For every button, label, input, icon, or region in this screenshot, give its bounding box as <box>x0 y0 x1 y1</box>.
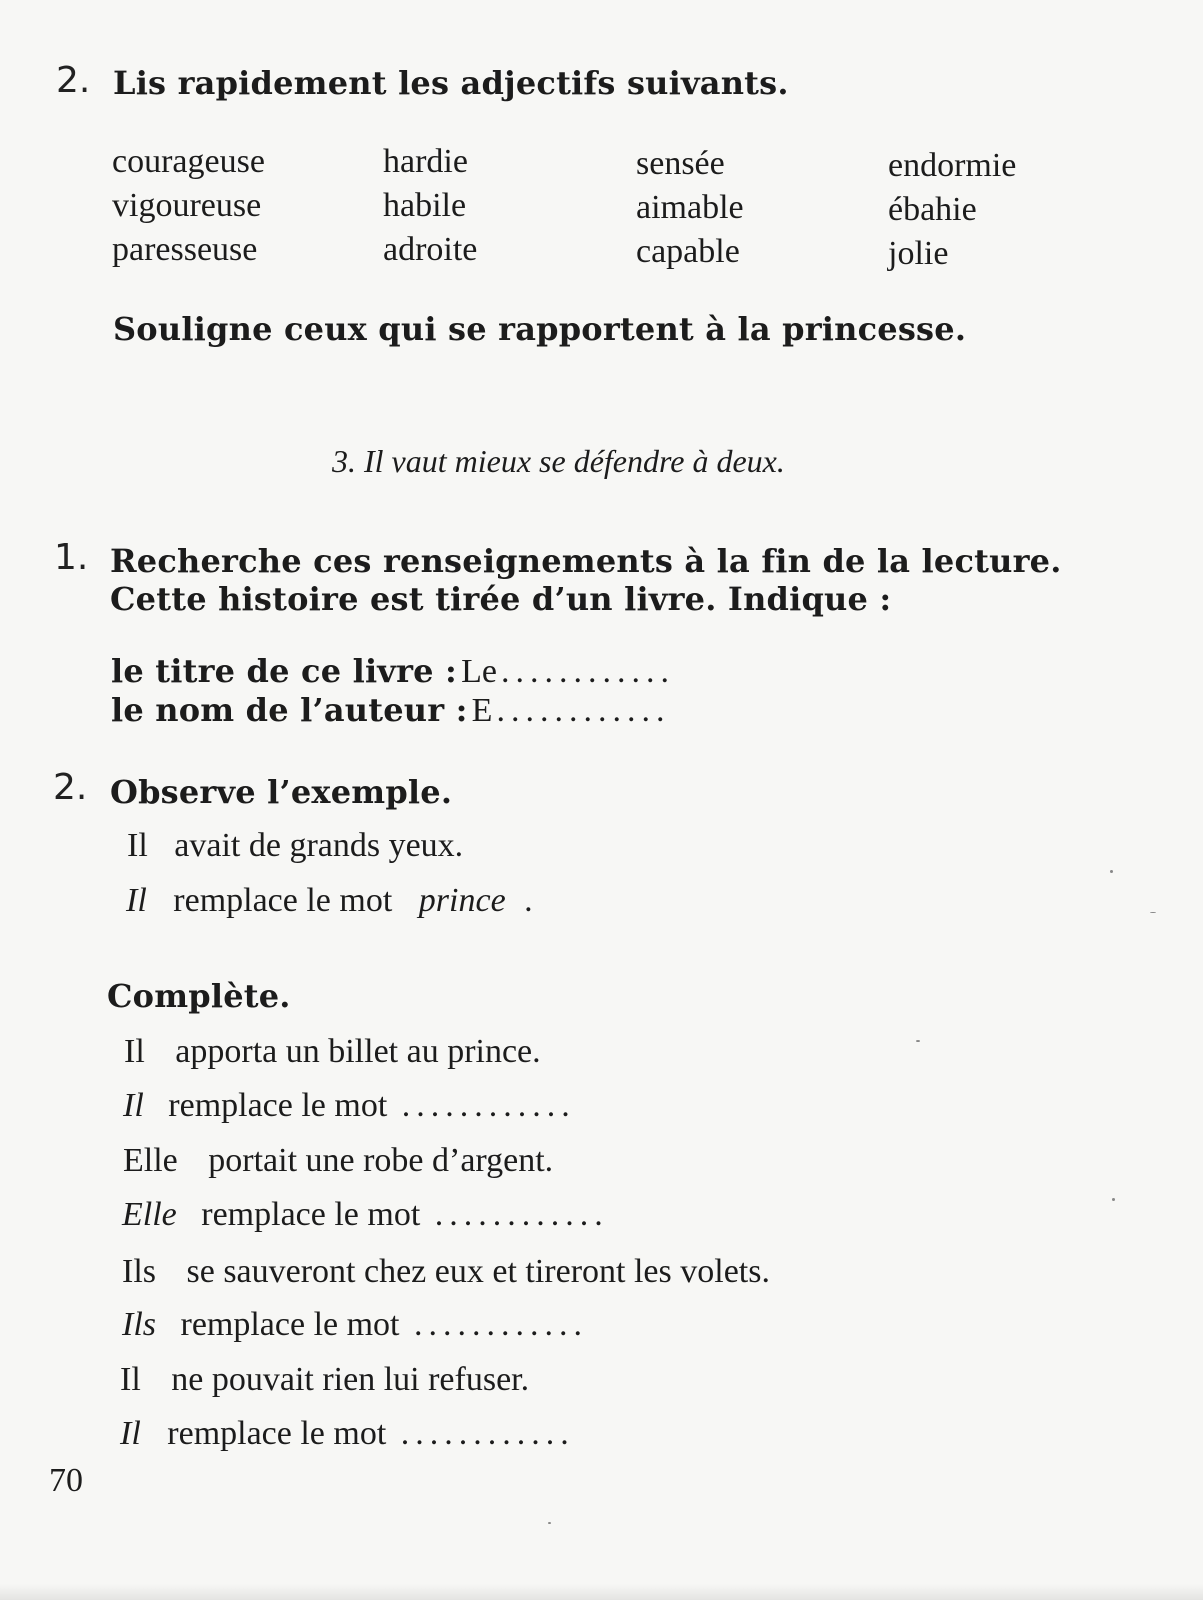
exercise-task: Souligne ceux qui se rapportent à la princesse. <box>113 310 967 348</box>
author-blank[interactable]: ............ <box>496 692 671 729</box>
adjective: adroite <box>383 231 478 268</box>
exercise-sentence <box>122 1253 770 1291</box>
exercise-instruction: Observe l’exemple. <box>110 773 453 811</box>
sentence-pronoun: Elle <box>123 1142 178 1179</box>
adjective: aimable <box>636 189 744 226</box>
adjective-column-1 <box>112 140 265 272</box>
adjective: paresseuse <box>112 231 258 268</box>
answer-pronoun: Elle <box>122 1196 177 1233</box>
adjective: hardie <box>383 143 468 180</box>
example-answer-end: . <box>524 882 533 919</box>
adjective: courageuse <box>112 143 265 180</box>
answer-blank[interactable]: ............ <box>414 1306 589 1343</box>
adjective: ébahie <box>888 191 977 228</box>
answer-text: remplace le mot <box>180 1306 400 1343</box>
answer-text: remplace le mot <box>201 1196 421 1233</box>
adjective-column-2 <box>383 140 477 272</box>
exercise-sentence <box>120 1361 529 1399</box>
adjective: vigoureuse <box>112 187 262 224</box>
author-row <box>111 691 670 730</box>
scan-speck <box>1110 870 1113 873</box>
answer-line <box>122 1306 588 1344</box>
adjective: sensée <box>636 145 725 182</box>
answer-pronoun: Il <box>123 1087 144 1124</box>
adjective-column-3 <box>636 142 744 274</box>
sentence-pronoun: Il <box>120 1361 141 1398</box>
example-sentence <box>127 827 463 865</box>
author-value: E <box>471 692 493 729</box>
example-pronoun: Il <box>127 827 148 864</box>
answer-pronoun: Il <box>120 1415 141 1452</box>
adjective: capable <box>636 233 740 270</box>
scan-speck <box>1112 1198 1115 1201</box>
scan-speck <box>916 1040 920 1042</box>
complete-label: Complète. <box>107 977 291 1015</box>
answer-text: remplace le mot <box>168 1087 388 1124</box>
answer-blank[interactable]: ............ <box>400 1415 575 1452</box>
answer-line <box>122 1196 609 1234</box>
answer-blank[interactable]: ............ <box>401 1087 576 1124</box>
sentence-text: portait une robe d’argent. <box>208 1142 554 1179</box>
example-answer-pronoun: Il <box>126 882 147 919</box>
example-sentence-text: avait de grands yeux. <box>174 827 464 864</box>
page-number: 70 <box>49 1462 83 1499</box>
scan-bottom-edge <box>0 1584 1203 1600</box>
sentence-text: se sauveront chez eux et tireront les volets. <box>186 1253 770 1290</box>
example-answer-word: prince <box>418 882 506 919</box>
scan-speck <box>548 1522 551 1524</box>
exercise-number: 1. <box>54 537 89 578</box>
adjective: endormie <box>888 147 1017 184</box>
exercise-instruction-line-2: Cette histoire est tirée d’un livre. Indique : <box>110 580 892 618</box>
book-title-blank[interactable]: ............ <box>500 653 675 690</box>
answer-text: remplace le mot <box>167 1415 387 1452</box>
answer-line <box>123 1087 576 1125</box>
exercise-number: 2. <box>53 767 88 808</box>
exercise-sentence <box>124 1033 541 1071</box>
answer-pronoun: Ils <box>122 1306 156 1343</box>
adjective: jolie <box>888 235 949 272</box>
example-answer-text: remplace le mot <box>173 882 393 919</box>
answer-line <box>120 1415 575 1453</box>
book-title-label: le titre de ce livre : <box>111 652 458 690</box>
sentence-text: ne pouvait rien lui refuser. <box>171 1361 530 1398</box>
exercise-sentence <box>123 1142 553 1180</box>
example-answer <box>126 882 533 920</box>
adjective: habile <box>383 187 467 224</box>
scan-speck <box>1150 912 1156 913</box>
adjective-column-4 <box>888 144 1016 276</box>
sentence-text: apporta un billet au prince. <box>175 1033 541 1070</box>
answer-blank[interactable]: ............ <box>434 1196 609 1233</box>
sentence-pronoun: Il <box>124 1033 145 1070</box>
sentence-pronoun: Ils <box>122 1253 156 1290</box>
book-title-row <box>111 652 675 691</box>
exercise-instruction-line-1: Recherche ces renseignements à la fin de la lecture. <box>110 542 1062 580</box>
exercise-number: 2. <box>56 60 91 101</box>
section-title: 3. Il vaut mieux se défendre à deux. <box>332 443 785 479</box>
book-title-value: Le <box>461 653 497 690</box>
exercise-instruction: Lis rapidement les adjectifs suivants. <box>113 64 789 102</box>
author-label: le nom de l’auteur : <box>111 691 468 729</box>
